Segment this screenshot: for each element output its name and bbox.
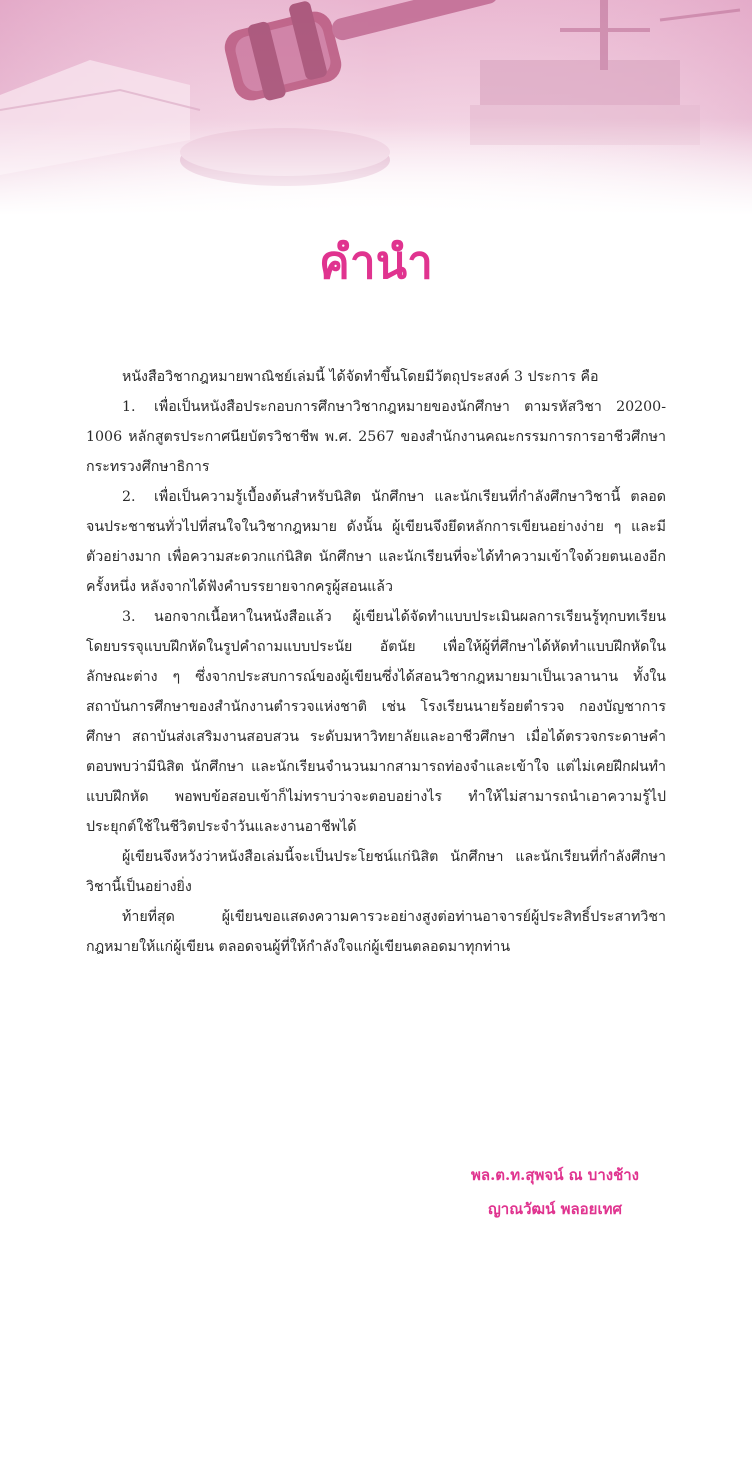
author-name-1: พล.ต.ท.สุพจน์ ณ บางช้าง <box>470 1166 640 1184</box>
item-number: 1. <box>122 399 136 415</box>
page-title: คำนำ <box>319 235 433 289</box>
list-item <box>86 602 666 842</box>
list-item <box>86 392 666 482</box>
header-banner <box>0 0 752 215</box>
author-name-2: ญาณวัฒน์ พลอยเทศ <box>488 1200 622 1218</box>
acknowledgement-paragraph: ท้ายที่สุด ผู้เขียนขอแสดงความคารวะอย่างสูงต่อท่านอาจารย์ผู้ประสิทธิ์ประสาทวิชากฎหมายให้แก่ผู้เขียน ตลอดจนผู้ที่ให้กำลังใจแก่ผู้เขียนตลอดมาทุกท่าน <box>86 909 666 955</box>
item-text: เพื่อเป็นความรู้เบื้องต้นสำหรับนิสิต นักศึกษา และนักเรียนที่กำลังศึกษาวิชานี้ ตลอดจนประชาชนทั่วไปที่สนใจในวิชากฎหมาย ดังนั้น ผู้เขียนจึงยึดหลักการเขียนอย่างง่าย ๆ และมีตัวอย่างมาก เพื่อความสะดวกแก่นิสิต นักศึกษา และนักเรียนที่จะได้ทำความเข้าใจด้วยตนเองอีกครั้งหนึ่ง หลังจากได้ฟังคำบรรยายจากครูผู้สอนแล้ว <box>86 489 666 595</box>
item-text: นอกจากเนื้อหาในหนังสือแล้ว ผู้เขียนได้จัดทำแบบประเมินผลการเรียนรู้ทุกบทเรียน โดยบรรจุแบบฝึกหัดในรูปคำถามแบบประนัย อัตนัย เพื่อให้ผู้ที่ศึกษาได้หัดทำแบบฝึกหัดในลักษณะต่าง ๆ ซึ่งจากประสบการณ์ของผู้เขียนซึ่งได้สอนวิชากฎหมายมาเป็นเวลานาน ทั้งในสถาบันการศึกษาของสำนักงานตำรวจแห่งชาติ เช่น โรงเรียนนายร้อยตำรวจ กองบัญชาการศึกษา สถาบันส่งเสริมงานสอบสวน ระดับมหาวิทยาลัยและอาชีวศึกษา เมื่อได้ตรวจกระดาษคำตอบพบว่ามีนิสิต นักศึกษา และนักเรียนจำนวนมากสามารถท่องจำและเข้าใจ แต่ไม่เคยฝึกฝนทำแบบฝึกหัด พอพบข้อสอบเข้าก็ไม่ทราบว่าจะตอบอย่างไร ทำให้ไม่สามารถนำเอาความรู้ไปประยุกต์ใช้ในชีวิตประจำวันและงานอาชีพได้ <box>86 609 666 835</box>
intro-paragraph: หนังสือวิชากฎหมายพาณิชย์เล่มนี้ ได้จัดทำขึ้นโดยมีวัตถุประสงค์ 3 ประการ คือ <box>122 369 599 385</box>
item-number: 2. <box>122 489 136 505</box>
list-item <box>86 482 666 602</box>
item-number: 3. <box>122 609 136 625</box>
gavel-and-scales-icon <box>0 0 752 215</box>
item-text: เพื่อเป็นหนังสือประกอบการศึกษาวิชากฎหมายของนักศึกษา ตามรหัสวิชา 20200-1006 หลักสูตรประกาศนียบัตรวิชาชีพ พ.ศ. 2567 ของสำนักงานคณะกรรมการการอาชีวศึกษา กระทรวงศึกษาธิการ <box>86 399 666 475</box>
preface-body <box>86 362 666 962</box>
author-signature <box>440 1158 670 1226</box>
closing-paragraph: ผู้เขียนจึงหวังว่าหนังสือเล่มนี้จะเป็นประโยชน์แก่นิสิต นักศึกษา และนักเรียนที่กำลังศึกษาวิชานี้เป็นอย่างยิ่ง <box>86 849 666 895</box>
